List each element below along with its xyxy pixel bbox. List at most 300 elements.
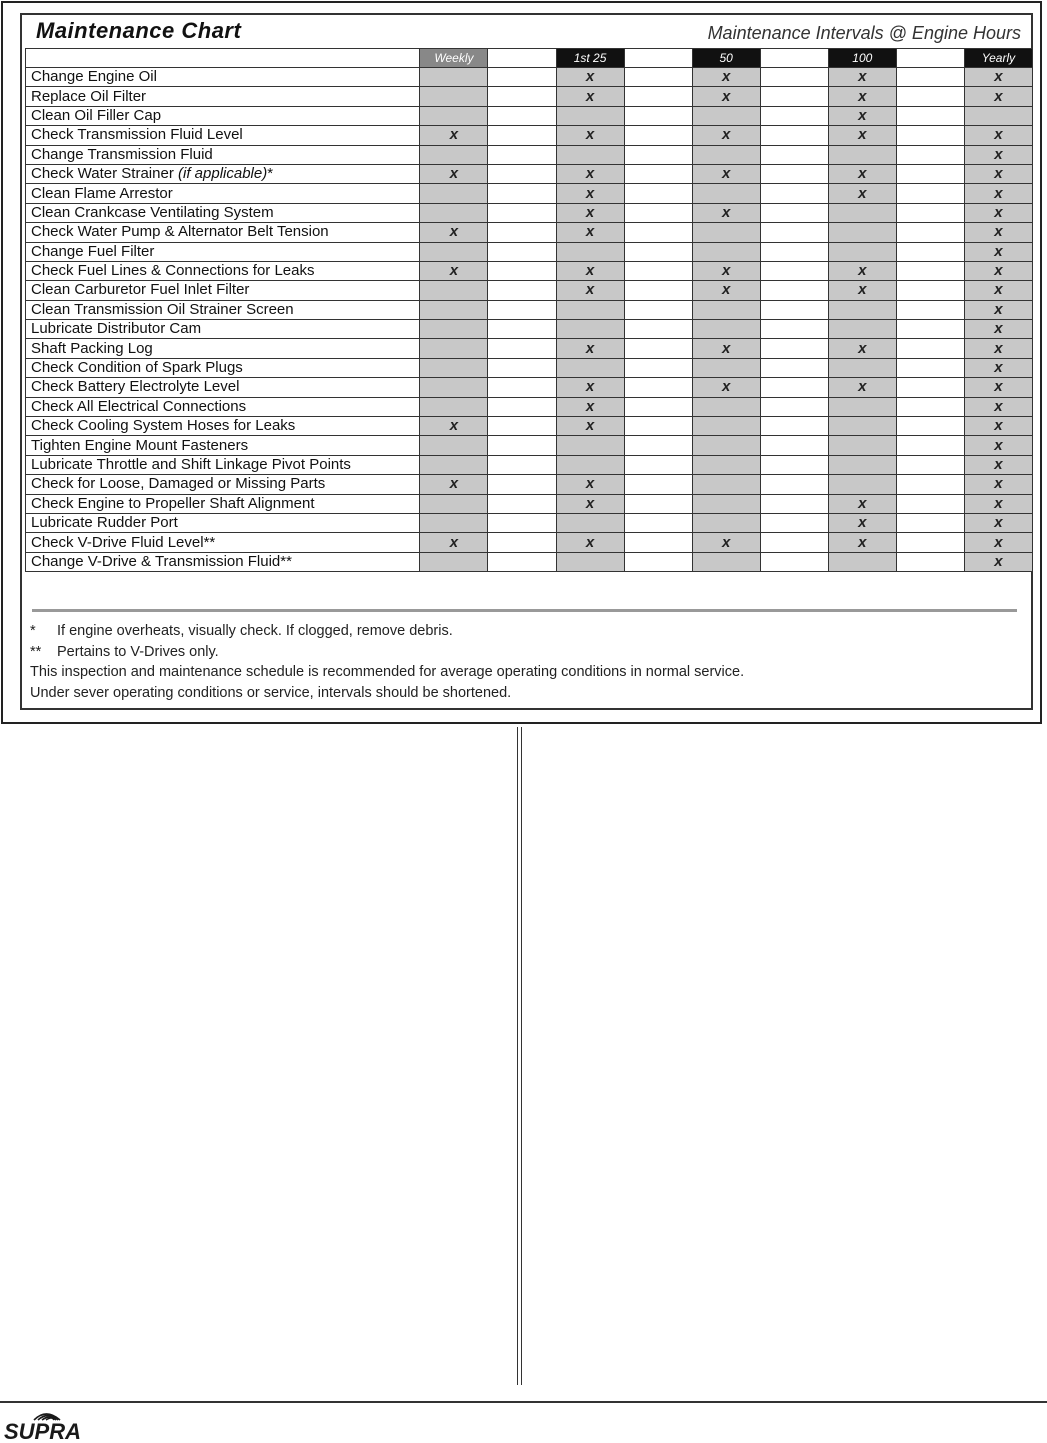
task-name — [26, 261, 420, 280]
spacer-cell — [488, 339, 556, 358]
interval-cell — [420, 475, 488, 494]
check-mark: x — [449, 262, 459, 280]
interval-cell — [692, 300, 760, 319]
interval-cell — [556, 261, 624, 280]
spacer-cell — [624, 68, 692, 87]
interval-cell — [692, 203, 760, 222]
spacer-cell — [488, 475, 556, 494]
task-note: (if applicable) — [178, 165, 268, 183]
interval-cell — [692, 436, 760, 455]
check-mark: x — [994, 242, 1003, 260]
check-mark: x — [449, 475, 459, 493]
spacer-cell — [760, 106, 828, 125]
check-mark: x — [994, 417, 1003, 435]
spacer-cell — [760, 320, 828, 339]
spacer-cell — [896, 300, 964, 319]
chart-title: Maintenance Chart — [36, 18, 242, 43]
interval-cell — [964, 397, 1032, 416]
table-row — [26, 261, 1033, 280]
interval-cell — [964, 358, 1032, 377]
interval-cell — [828, 164, 896, 183]
task-name — [26, 494, 420, 513]
check-mark: x — [585, 339, 595, 357]
chart-notes — [30, 621, 744, 703]
task-name — [26, 378, 420, 397]
interval-cell — [828, 203, 896, 222]
spacer-cell — [488, 358, 556, 377]
task-label: Check Water Strainer — [31, 165, 178, 183]
task-name — [26, 203, 420, 222]
spacer-cell — [760, 203, 828, 222]
interval-cell — [556, 242, 624, 261]
task-label: Clean Oil Filler Cap — [31, 106, 162, 124]
spacer-cell — [896, 436, 964, 455]
check-mark: x — [858, 165, 867, 183]
spacer-cell — [760, 339, 828, 358]
check-mark: x — [722, 203, 731, 221]
interval-cell — [420, 417, 488, 436]
interval-cell — [556, 203, 624, 222]
task-name — [26, 397, 420, 416]
task-label: Lubricate Rudder Port — [31, 514, 178, 532]
footnote-text: Pertains to V-Drives only. — [57, 643, 219, 660]
check-mark: x — [722, 378, 731, 396]
task-label: Check Water Pump & Alternator Belt Tension — [31, 223, 329, 241]
interval-cell — [420, 358, 488, 377]
check-mark: x — [994, 320, 1003, 338]
spacer-cell — [760, 126, 828, 145]
table-row — [26, 397, 1033, 416]
maintenance-table — [25, 48, 1033, 572]
spacer-cell — [624, 397, 692, 416]
spacer-cell — [896, 242, 964, 261]
page-frame — [1, 1, 1042, 724]
check-mark: x — [585, 397, 595, 415]
spacer-cell — [760, 242, 828, 261]
interval-cell — [692, 261, 760, 280]
interval-cell — [828, 281, 896, 300]
interval-cell — [420, 87, 488, 106]
spacer-cell — [488, 533, 556, 552]
check-mark: x — [994, 397, 1003, 415]
spacer-cell — [896, 87, 964, 106]
interval-cell — [420, 126, 488, 145]
spacer-cell — [488, 436, 556, 455]
table-row — [26, 339, 1033, 358]
spacer-cell — [760, 494, 828, 513]
spacer-cell — [896, 184, 964, 203]
spacer-cell — [760, 455, 828, 474]
check-mark: x — [994, 281, 1003, 299]
spacer-cell — [488, 223, 556, 242]
interval-cell — [556, 475, 624, 494]
interval-cell — [420, 494, 488, 513]
check-mark: x — [994, 87, 1003, 105]
interval-cell — [964, 533, 1032, 552]
spacer-cell — [488, 145, 556, 164]
spacer-cell — [760, 145, 828, 164]
check-mark: x — [449, 417, 459, 435]
interval-cell — [964, 203, 1032, 222]
check-mark: x — [585, 378, 595, 396]
task-label: Lubricate Throttle and Shift Linkage Pivot Points — [31, 456, 351, 473]
spacer-cell — [896, 106, 964, 125]
interval-cell — [692, 455, 760, 474]
footer-rule — [0, 1401, 1047, 1403]
interval-cell — [828, 242, 896, 261]
interval-cell — [556, 106, 624, 125]
check-mark: x — [994, 533, 1003, 551]
spacer-cell — [488, 126, 556, 145]
table-row — [26, 106, 1033, 125]
spacer-cell — [896, 126, 964, 145]
interval-cell — [964, 339, 1032, 358]
check-mark: x — [994, 145, 1003, 163]
spacer-cell — [624, 417, 692, 436]
spacer-cell — [896, 261, 964, 280]
check-mark: x — [994, 494, 1003, 512]
interval-cell — [964, 242, 1032, 261]
interval-cell — [964, 513, 1032, 532]
interval-cell — [692, 223, 760, 242]
table-row — [26, 320, 1033, 339]
interval-cell — [420, 184, 488, 203]
interval-cell — [420, 242, 488, 261]
table-row — [26, 242, 1033, 261]
header-spacer — [624, 49, 692, 68]
header-spacer — [896, 49, 964, 68]
spacer-cell — [624, 533, 692, 552]
task-name — [26, 281, 420, 300]
check-mark: x — [722, 87, 731, 105]
task-label: Clean Crankcase Ventilating System — [31, 203, 274, 221]
spacer-cell — [624, 242, 692, 261]
interval-cell — [692, 87, 760, 106]
footnote-symbol: ** — [30, 643, 42, 660]
interval-cell — [420, 164, 488, 183]
interval-cell — [420, 223, 488, 242]
spacer-cell — [488, 378, 556, 397]
check-mark: x — [585, 223, 595, 241]
check-mark: x — [585, 494, 595, 512]
spacer-cell — [760, 300, 828, 319]
check-mark: x — [585, 184, 595, 202]
task-label: Check Cooling System Hoses for Leaks — [31, 417, 296, 435]
spacer-cell — [624, 203, 692, 222]
spacer-cell — [624, 436, 692, 455]
spacer-cell — [624, 552, 692, 571]
check-mark: x — [858, 533, 867, 551]
spacer-cell — [624, 126, 692, 145]
spacer-cell — [760, 358, 828, 377]
spacer-cell — [624, 164, 692, 183]
spacer-cell — [488, 164, 556, 183]
interval-cell — [964, 164, 1032, 183]
task-name — [26, 184, 420, 203]
check-mark: x — [858, 106, 867, 124]
spacer-cell — [760, 552, 828, 571]
interval-cell — [692, 378, 760, 397]
check-mark: x — [585, 87, 595, 105]
check-mark: x — [585, 203, 595, 221]
spacer-cell — [896, 281, 964, 300]
task-label: Replace Oil Filter — [31, 87, 147, 105]
task-name — [26, 126, 420, 145]
spacer-cell — [624, 339, 692, 358]
table-row — [26, 126, 1033, 145]
check-mark: x — [585, 165, 595, 183]
task-name — [26, 417, 420, 436]
interval-cell — [556, 164, 624, 183]
spacer-cell — [760, 223, 828, 242]
interval-cell — [828, 417, 896, 436]
task-name — [26, 455, 420, 474]
table-row — [26, 436, 1033, 455]
check-mark: x — [858, 281, 867, 299]
spacer-cell — [760, 533, 828, 552]
spacer-cell — [624, 281, 692, 300]
interval-cell — [692, 106, 760, 125]
interval-cell — [828, 475, 896, 494]
interval-cell — [556, 378, 624, 397]
interval-cell — [964, 106, 1032, 125]
check-mark: x — [858, 68, 867, 86]
task-label: Change Transmission Fluid — [31, 145, 213, 163]
interval-cell — [828, 378, 896, 397]
spacer-cell — [760, 184, 828, 203]
interval-cell — [828, 397, 896, 416]
interval-cell — [420, 552, 488, 571]
interval-cell — [964, 300, 1032, 319]
interval-cell — [556, 339, 624, 358]
task-name — [26, 242, 420, 261]
interval-cell — [828, 552, 896, 571]
spacer-cell — [488, 552, 556, 571]
interval-cell — [964, 552, 1032, 571]
task-name — [26, 300, 420, 319]
spacer-cell — [488, 261, 556, 280]
spacer-cell — [896, 475, 964, 494]
check-mark: x — [722, 262, 731, 280]
spacer-cell — [760, 378, 828, 397]
spacer-cell — [488, 513, 556, 532]
interval-cell — [692, 126, 760, 145]
check-mark: x — [722, 126, 731, 144]
check-mark: x — [722, 165, 731, 183]
check-mark: x — [994, 126, 1003, 144]
check-mark: x — [994, 552, 1003, 570]
check-mark: x — [994, 184, 1003, 202]
spacer-cell — [896, 320, 964, 339]
interval-cell — [828, 320, 896, 339]
interval-cell — [556, 494, 624, 513]
interval-cell — [692, 397, 760, 416]
table-row — [26, 184, 1033, 203]
spacer-cell — [624, 145, 692, 164]
spacer-cell — [624, 320, 692, 339]
interval-cell — [556, 455, 624, 474]
interval-cell — [692, 184, 760, 203]
chart-subtitle: Maintenance Intervals @ Engine Hours — [707, 23, 1021, 43]
check-mark: x — [858, 126, 867, 144]
interval-cell — [556, 358, 624, 377]
check-mark: x — [449, 126, 459, 144]
task-name — [26, 87, 420, 106]
interval-cell — [420, 397, 488, 416]
spacer-cell — [488, 203, 556, 222]
check-mark: x — [994, 203, 1003, 221]
interval-cell — [420, 513, 488, 532]
task-label: Check V-Drive Fluid Level** — [31, 533, 216, 551]
interval-cell — [420, 320, 488, 339]
task-label: Change Engine Oil — [31, 68, 157, 86]
spacer-cell — [488, 397, 556, 416]
interval-cell — [828, 106, 896, 125]
spacer-cell — [624, 106, 692, 125]
interval-cell — [556, 184, 624, 203]
interval-cell — [556, 281, 624, 300]
table-row — [26, 533, 1033, 552]
table-row — [26, 223, 1033, 242]
table-row — [26, 552, 1033, 571]
task-label: Check Battery Electrolyte Level — [31, 378, 240, 396]
spacer-cell — [488, 494, 556, 513]
interval-cell — [964, 320, 1032, 339]
interval-header: 100 — [828, 49, 896, 68]
spacer-cell — [896, 164, 964, 183]
interval-cell — [420, 339, 488, 358]
spacer-cell — [896, 223, 964, 242]
spacer-cell — [760, 281, 828, 300]
interval-cell — [420, 203, 488, 222]
interval-header: Yearly — [964, 49, 1032, 68]
task-name — [26, 106, 420, 125]
spacer-cell — [624, 358, 692, 377]
spacer-cell — [624, 261, 692, 280]
spacer-cell — [624, 513, 692, 532]
interval-cell — [420, 145, 488, 164]
task-name — [26, 358, 420, 377]
interval-cell — [964, 223, 1032, 242]
table-row — [26, 281, 1033, 300]
supra-logo — [4, 1406, 114, 1442]
table-row — [26, 300, 1033, 319]
table-row — [26, 203, 1033, 222]
task-name — [26, 475, 420, 494]
interval-cell — [692, 417, 760, 436]
check-mark: x — [994, 514, 1003, 532]
check-mark: x — [994, 456, 1003, 473]
spacer-cell — [896, 397, 964, 416]
table-row — [26, 494, 1033, 513]
interval-cell — [692, 494, 760, 513]
interval-cell — [692, 164, 760, 183]
spacer-cell — [896, 513, 964, 532]
interval-cell — [420, 533, 488, 552]
footnote-1 — [30, 621, 744, 642]
task-label: Check Engine to Propeller Shaft Alignment — [31, 494, 315, 512]
interval-cell — [556, 223, 624, 242]
interval-cell — [420, 436, 488, 455]
spacer-cell — [896, 552, 964, 571]
spacer-cell — [896, 533, 964, 552]
spacer-cell — [760, 68, 828, 87]
task-label: Check All Electrical Connections — [31, 397, 247, 415]
interval-cell — [828, 261, 896, 280]
spacer-cell — [760, 436, 828, 455]
task-label: Check Condition of Spark Plugs — [31, 359, 243, 377]
interval-cell — [828, 436, 896, 455]
check-mark: x — [858, 378, 867, 396]
interval-cell — [556, 533, 624, 552]
task-name — [26, 533, 420, 552]
check-mark: x — [994, 68, 1003, 86]
interval-cell — [964, 126, 1032, 145]
interval-cell — [420, 378, 488, 397]
spacer-cell — [624, 475, 692, 494]
check-mark: x — [585, 417, 595, 435]
interval-cell — [556, 552, 624, 571]
table-row — [26, 417, 1033, 436]
table-row — [26, 455, 1033, 474]
interval-cell — [828, 513, 896, 532]
table-row — [26, 358, 1033, 377]
task-label: Change V-Drive & Transmission Fluid** — [31, 552, 292, 570]
interval-cell — [420, 281, 488, 300]
check-mark: x — [449, 165, 459, 183]
column-divider — [517, 727, 522, 1385]
interval-cell — [692, 533, 760, 552]
interval-cell — [964, 281, 1032, 300]
check-mark: x — [722, 533, 731, 551]
task-name — [26, 552, 420, 571]
check-mark: x — [585, 281, 595, 299]
interval-cell — [556, 68, 624, 87]
interval-cell — [420, 106, 488, 125]
spacer-cell — [488, 300, 556, 319]
interval-cell — [828, 300, 896, 319]
interval-cell — [828, 533, 896, 552]
interval-cell — [964, 261, 1032, 280]
task-footnote-ref: * — [267, 165, 274, 183]
table-row — [26, 68, 1033, 87]
task-name — [26, 436, 420, 455]
interval-header: 50 — [692, 49, 760, 68]
spacer-cell — [896, 339, 964, 358]
spacer-cell — [488, 68, 556, 87]
check-mark: x — [994, 378, 1003, 396]
interval-cell — [556, 397, 624, 416]
spacer-cell — [760, 164, 828, 183]
maintenance-chart — [20, 13, 1033, 710]
interval-cell — [692, 513, 760, 532]
check-mark: x — [449, 223, 459, 241]
interval-cell — [692, 552, 760, 571]
interval-cell — [692, 242, 760, 261]
task-column-header — [26, 49, 420, 68]
interval-cell — [692, 339, 760, 358]
interval-cell — [692, 281, 760, 300]
interval-header-row — [26, 49, 1033, 68]
interval-cell — [692, 68, 760, 87]
interval-cell — [692, 320, 760, 339]
interval-cell — [964, 436, 1032, 455]
check-mark: x — [994, 223, 1003, 241]
spacer-cell — [760, 397, 828, 416]
interval-cell — [692, 145, 760, 164]
header-spacer — [760, 49, 828, 68]
table-row — [26, 513, 1033, 532]
